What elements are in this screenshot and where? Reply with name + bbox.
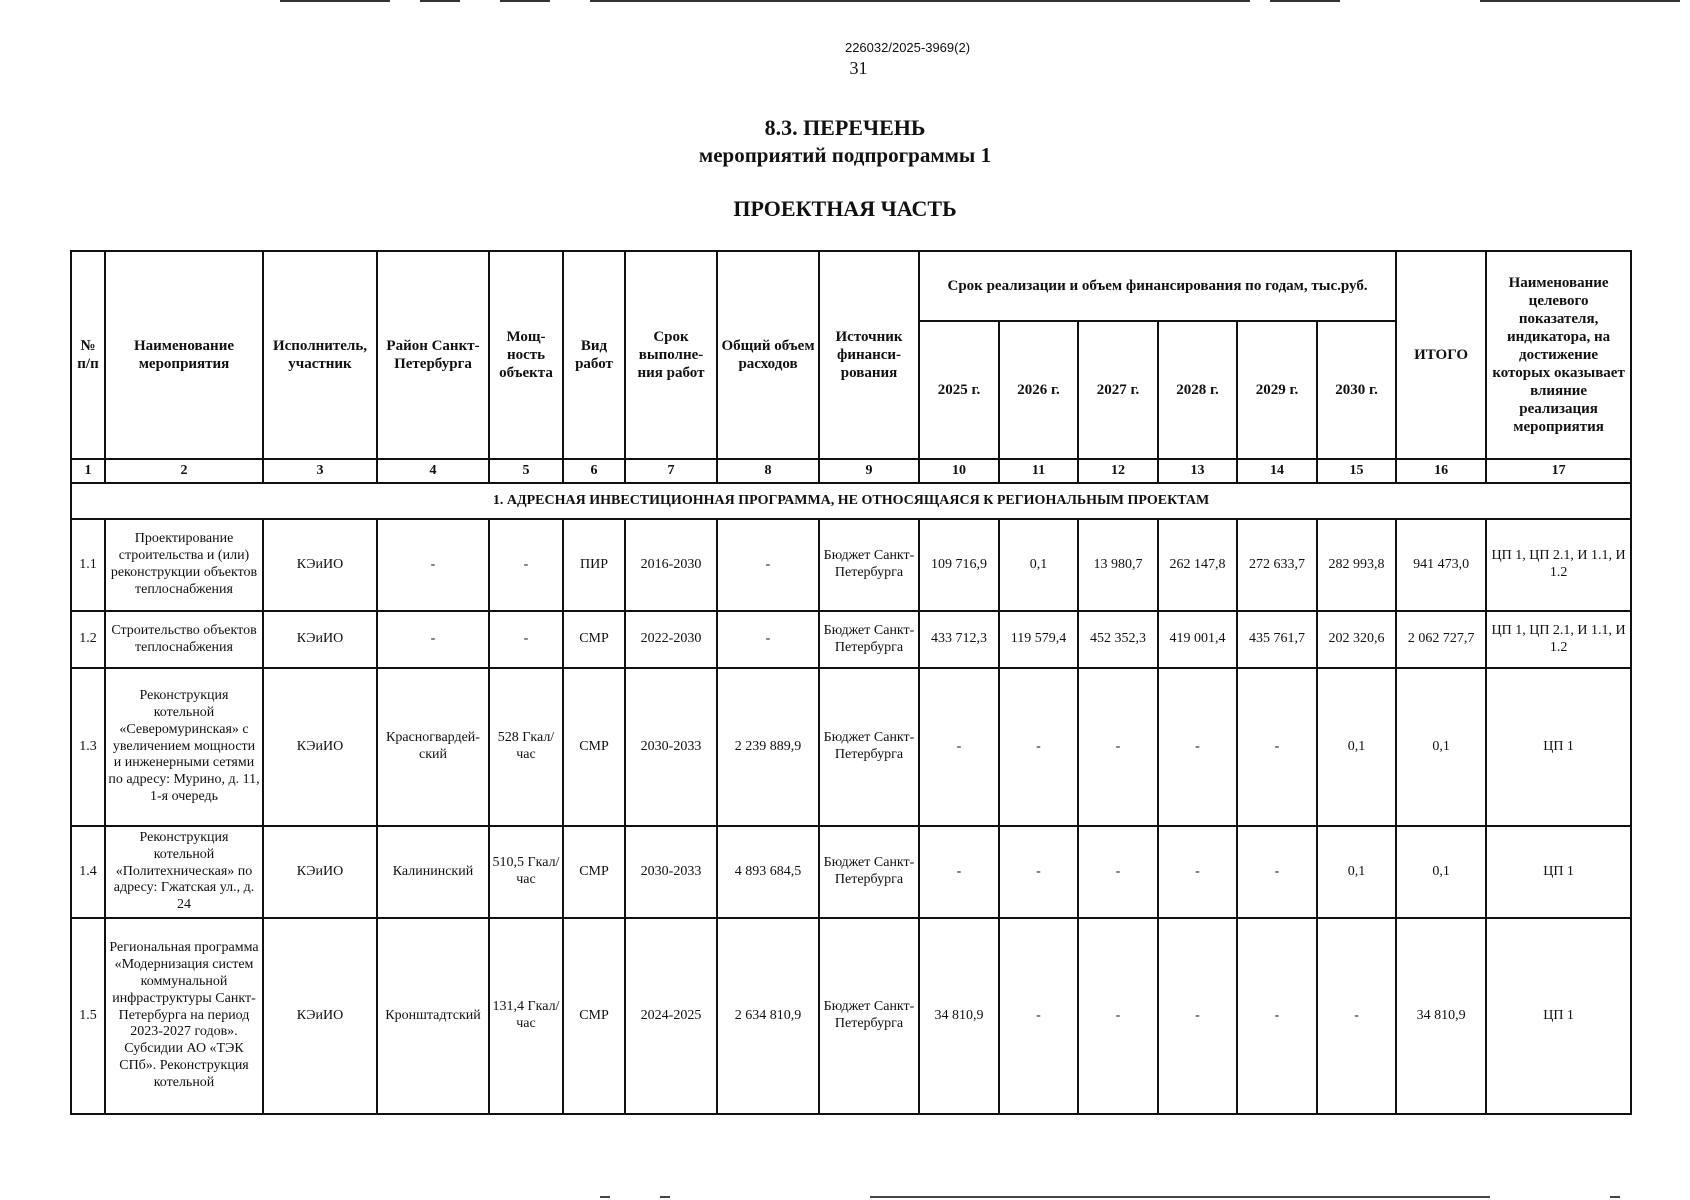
row-y2027: - [1078,918,1158,1114]
row-y2028: 262 147,8 [1158,519,1237,611]
column-number: 12 [1078,459,1158,483]
row-y2029: - [1237,826,1317,918]
row-y2028: - [1158,826,1237,918]
row-itogo: 0,1 [1396,826,1486,918]
row-y2027: - [1078,826,1158,918]
row-name: Строительство объектов теплоснабжения [105,611,263,668]
row-name: Реконструкция котельной «Политехническая» по адресу: Гжатская ул., д. 24 [105,826,263,918]
row-itogo: 941 473,0 [1396,519,1486,611]
row-y2025: 433 712,3 [919,611,999,668]
row-term: 2016-2030 [625,519,717,611]
row-y2026: - [999,668,1078,826]
row-capacity: - [489,519,563,611]
row-y2030: 202 320,6 [1317,611,1396,668]
header-num: № п/п [71,251,105,459]
row-num: 1.1 [71,519,105,611]
row-y2028: 419 001,4 [1158,611,1237,668]
row-district: Калининский [377,826,489,918]
row-capacity: 131,4 Гкал/час [489,918,563,1114]
header-year: 2025 г. [919,321,999,459]
row-total-cost: 2 239 889,9 [717,668,819,826]
row-total-cost: - [717,519,819,611]
scan-bottom-edge [0,1196,1690,1199]
column-number: 3 [263,459,377,483]
row-indicator: ЦП 1, ЦП 2.1, И 1.1, И 1.2 [1486,611,1631,668]
document-registration-number: 226032/2025-3969(2) [844,40,971,55]
section-row [71,483,1631,519]
header-executor: Исполнитель, участник [263,251,377,459]
row-name: Проектирование строительства и (или) реконструкции объектов теплоснабжения [105,519,263,611]
header-term: Срок выполне-ния работ [625,251,717,459]
column-number: 5 [489,459,563,483]
table-row [71,611,1631,668]
row-total-cost: 4 893 684,5 [717,826,819,918]
row-executor: КЭиИО [263,519,377,611]
row-capacity: 528 Гкал/час [489,668,563,826]
row-capacity: 510,5 Гкал/час [489,826,563,918]
column-number: 1 [71,459,105,483]
row-y2026: 119 579,4 [999,611,1078,668]
row-y2030: 0,1 [1317,826,1396,918]
row-y2025: 109 716,9 [919,519,999,611]
column-number: 4 [377,459,489,483]
row-itogo: 0,1 [1396,668,1486,826]
row-work-type: СМР [563,668,625,826]
row-work-type: СМР [563,918,625,1114]
row-y2028: - [1158,918,1237,1114]
scan-top-edge [0,0,1690,3]
row-source: Бюджет Санкт-Петербурга [819,826,919,918]
header-itogo: ИТОГО [1396,251,1486,459]
row-executor: КЭиИО [263,918,377,1114]
row-capacity: - [489,611,563,668]
table-row [71,519,1631,611]
column-number-row [71,459,1631,483]
row-district: - [377,611,489,668]
row-name: Реконструкция котельной «Северомуринская» с увеличением мощности и инженерными сетями по адресу: Мурино, д. 11, 1-я очередь [105,668,263,826]
row-y2029: - [1237,918,1317,1114]
column-number: 16 [1396,459,1486,483]
row-num: 1.4 [71,826,105,918]
header-year: 2027 г. [1078,321,1158,459]
row-num: 1.2 [71,611,105,668]
row-total-cost: - [717,611,819,668]
header-year: 2030 г. [1317,321,1396,459]
row-work-type: СМР [563,611,625,668]
row-executor: КЭиИО [263,668,377,826]
row-term: 2030-2033 [625,826,717,918]
column-number: 10 [919,459,999,483]
row-y2029: - [1237,668,1317,826]
row-district: Кронштадтский [377,918,489,1114]
column-number: 9 [819,459,919,483]
header-work-type: Вид работ [563,251,625,459]
section-title: 1. АДРЕСНАЯ ИНВЕСТИЦИОННАЯ ПРОГРАММА, НЕ ОТНОСЯЩАЯСЯ К РЕГИОНАЛЬНЫМ ПРОЕКТАМ [71,483,1631,519]
row-work-type: СМР [563,826,625,918]
row-y2026: 0,1 [999,519,1078,611]
row-y2029: 272 633,7 [1237,519,1317,611]
row-executor: КЭиИО [263,826,377,918]
row-indicator: ЦП 1 [1486,668,1631,826]
row-y2030: - [1317,918,1396,1114]
row-y2027: - [1078,668,1158,826]
document-title: 8.3. ПЕРЕЧЕНЬ [764,115,926,140]
header-capacity: Мощ-ность объекта [489,251,563,459]
row-term: 2030-2033 [625,668,717,826]
row-name: Региональная программа «Модернизация систем коммунальной инфраструктуры Санкт-Петербурга на период 2023-2027 годов». Субсидии АО «ТЭК СПб». Реконструкция котельной [105,918,263,1114]
document-subtitle: мероприятий подпрограммы 1 [698,143,992,167]
header-year: 2028 г. [1158,321,1237,459]
row-term: 2024-2025 [625,918,717,1114]
column-number: 6 [563,459,625,483]
row-itogo: 2 062 727,7 [1396,611,1486,668]
header-year: 2029 г. [1237,321,1317,459]
row-num: 1.5 [71,918,105,1114]
row-indicator: ЦП 1 [1486,826,1631,918]
row-source: Бюджет Санкт-Петербурга [819,611,919,668]
row-executor: КЭиИО [263,611,377,668]
header-indicator: Наименование целевого показателя, индикатора, на достижение которых оказывает влияние реализация мероприятия [1486,251,1631,459]
row-term: 2022-2030 [625,611,717,668]
section-part-title: ПРОЕКТНАЯ ЧАСТЬ [733,196,957,221]
column-number: 14 [1237,459,1317,483]
column-number: 17 [1486,459,1631,483]
header-source: Источник финанси-рования [819,251,919,459]
column-number: 8 [717,459,819,483]
row-source: Бюджет Санкт-Петербурга [819,519,919,611]
row-indicator: ЦП 1, ЦП 2.1, И 1.1, И 1.2 [1486,519,1631,611]
row-y2025: - [919,826,999,918]
column-number: 15 [1317,459,1396,483]
row-y2025: - [919,668,999,826]
row-district: Красногвардей-ский [377,668,489,826]
column-number: 13 [1158,459,1237,483]
row-y2026: - [999,826,1078,918]
measures-table [70,250,1632,1115]
row-indicator: ЦП 1 [1486,918,1631,1114]
row-y2030: 0,1 [1317,668,1396,826]
row-itogo: 34 810,9 [1396,918,1486,1114]
row-y2029: 435 761,7 [1237,611,1317,668]
column-number: 11 [999,459,1078,483]
row-district: - [377,519,489,611]
table-row [71,826,1631,918]
header-year: 2026 г. [999,321,1078,459]
row-source: Бюджет Санкт-Петербурга [819,668,919,826]
column-number: 7 [625,459,717,483]
row-y2026: - [999,918,1078,1114]
table-row [71,918,1631,1114]
row-y2030: 282 993,8 [1317,519,1396,611]
page-number: 31 [849,58,868,78]
column-number: 2 [105,459,263,483]
header-total-cost: Общий объем расходов [717,251,819,459]
row-y2027: 13 980,7 [1078,519,1158,611]
row-work-type: ПИР [563,519,625,611]
row-y2027: 452 352,3 [1078,611,1158,668]
row-num: 1.3 [71,668,105,826]
header-district: Район Санкт-Петербурга [377,251,489,459]
row-total-cost: 2 634 810,9 [717,918,819,1114]
table-row [71,668,1631,826]
row-y2028: - [1158,668,1237,826]
row-source: Бюджет Санкт-Петербурга [819,918,919,1114]
header-name: Наименование мероприятия [105,251,263,459]
header-period-group: Срок реализации и объем финансирования по годам, тыс.руб. [919,251,1396,321]
row-y2025: 34 810,9 [919,918,999,1114]
